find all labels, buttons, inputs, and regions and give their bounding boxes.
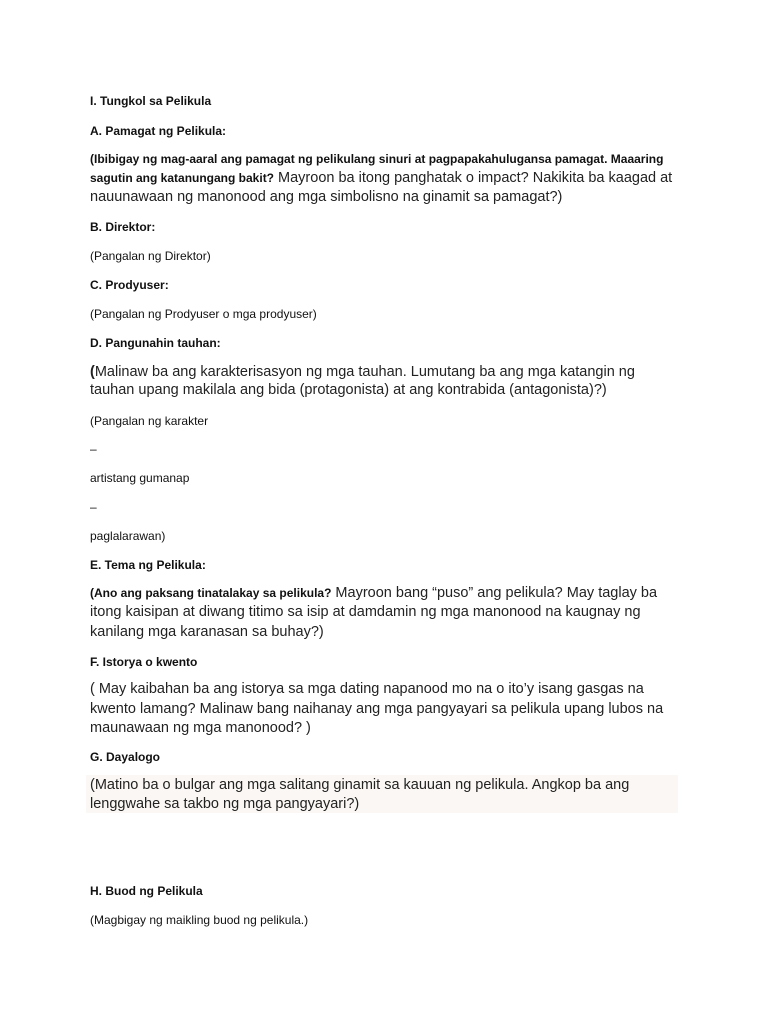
tauhan-text-line: tauhan upang makilala ang bida (protagonista) at ang kontrabida (antagonista)?) (90, 382, 607, 398)
pamagat-text-line: nauunawaan ng manonood ang mga simbolisno na ginamit sa pamagat?) (90, 189, 563, 205)
tauhan-text-line: (Malinaw ba ang karakterisasyon ng mga tauhan. Lumutang ba ang mga katangin ng (90, 364, 635, 380)
dash: – (90, 500, 97, 514)
istorya-text-line: maunawaan ng mga manonood? ) (90, 720, 311, 736)
heading-prodyuser: C. Prodyuser: (90, 278, 169, 292)
dayalogo-text-line: lenggwahe sa takbo ng mga pangyayari?) (90, 796, 360, 812)
direktor-text: (Pangalan ng Direktor) (90, 249, 211, 263)
istorya-text-line: ( May kaibahan ba ang istorya sa mga dating napanood mo na o ito’y isang gasgas na (90, 681, 644, 697)
section-title: I. Tungkol sa Pelikula (90, 94, 212, 108)
paglalarawan-text: paglalarawan) (90, 529, 166, 543)
dash: – (90, 442, 97, 456)
heading-pamagat: A. Pamagat ng Pelikula: (90, 124, 227, 138)
tema-text-line: (Ano ang paksang tinatalakay sa pelikula? Mayroon bang “puso” ang pelikula? May taglay ba (90, 585, 658, 601)
pamagat-text-line: sagutin ang katanungang bakit? Mayroon ba itong panghatak o impact? Nakikita ba kaagad at (90, 170, 673, 186)
heading-istorya: F. Istorya o kwento (90, 655, 198, 669)
heading-tema: E. Tema ng Pelikula: (90, 558, 206, 572)
buod-text: (Magbigay ng maikling buod ng pelikula.) (90, 913, 309, 927)
tema-text-line: itong kaisipan at diwang titimo sa isip at damdamin ng mga manonood na kaugnay ng (90, 604, 641, 620)
artista-text: artistang gumanap (90, 471, 190, 485)
heading-buod: H. Buod ng Pelikula (90, 884, 203, 898)
pamagat-text-line: (Ibibigay ng mag-aaral ang pamagat ng pelikulang sinuri at pagpapakahulugansa pamagat. Maaaring (90, 152, 664, 166)
tema-text-line: kanilang mga karanasan sa buhay?) (90, 624, 324, 640)
heading-direktor: B. Direktor: (90, 220, 156, 234)
istorya-text-line: kwento lamang? Malinaw bang naihanay ang mga pangyayari sa pelikula upang lubos na (90, 701, 664, 717)
dayalogo-text-line: (Matino ba o bulgar ang mga salitang ginamit sa kauuan ng pelikula. Angkop ba ang (90, 777, 630, 793)
heading-dayalogo: G. Dayalogo (90, 750, 161, 764)
heading-tauhan: D. Pangunahin tauhan: (90, 336, 221, 350)
karakter-text: (Pangalan ng karakter (90, 414, 209, 428)
prodyuser-text: (Pangalan ng Prodyuser o mga prodyuser) (90, 307, 317, 321)
